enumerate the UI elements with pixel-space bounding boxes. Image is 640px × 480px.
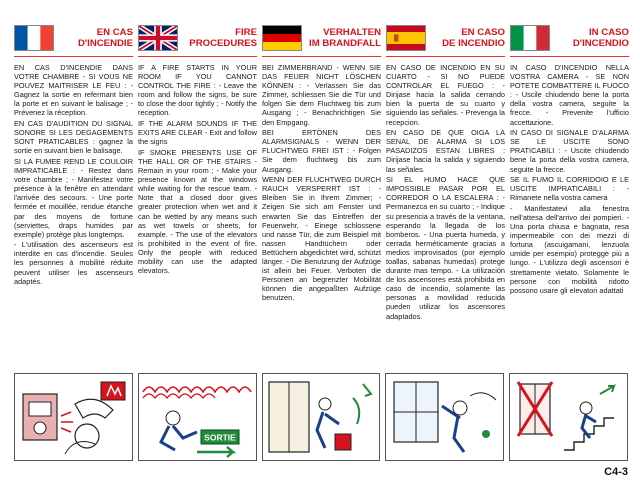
column-title — [54, 27, 133, 49]
flag-italy-icon — [510, 25, 550, 51]
instruction-paragraph: SI LA FUMEE REND LE COULOIR IMPRATICABLE : - Restez dans votre chambre ; - Manifestez votre présence à la fenêtre en attendant l'arrivée des secours. - Une porte fermée et mouillée, rendue étanche par des moyens de fortune (serviettes, draps humides par exemple) protège plus longtemps. — [14, 156, 133, 239]
column-title-line-2: D'INCENDIO — [572, 38, 629, 49]
column-body — [386, 63, 505, 321]
instruction-paragraph: - L'utilisation des ascenseurs est interdite en cas d'incendie. Seules les personnes à mobilité réduite peuvent utiliser les ascenseurs adaptés. — [14, 240, 133, 286]
column-title — [426, 27, 505, 49]
column-body — [510, 63, 629, 295]
column-title — [550, 27, 629, 49]
flag-france-icon — [14, 25, 54, 51]
column-title — [178, 27, 257, 49]
instruction-paragraph: WENN DER FLUCHTWEG DURCH RAUCH VERSPERRT IST : - Bleiben Sie in Ihrem Zimmer; - Zeigen Sie sich am Fenster und erwarten Sie das Eintreffen der Feuerwehr, - Einege schlossene und nasse Tür, die zum Beispiel mit nassen Handtüchern oder Bettüchern abgedichtet wird, schützt länger. - Die Benutzung der Aufzüge ist allein bei Feuer. Verboten die Personen an begrenzter Mobilität können die angepaßten Aufzüge benutzen. — [262, 175, 381, 303]
column-body — [262, 63, 381, 302]
language-columns — [14, 20, 628, 365]
no-elevator-illustration — [510, 374, 627, 460]
instruction-paragraph: SE IL FUMO IL CORRIDOIO E LE USCITE IMPRATICABILI : - Rimanete nella vostra camera — [510, 175, 629, 203]
column-title-line-1: EN CASO — [461, 27, 505, 38]
sortie-sign-text: SORTIE — [203, 432, 236, 443]
instruction-paragraph: BEI ERTÖNEN DES ALARMSIGNALS - WENN DER FLUCHTWEG FREI IST : - Folgen Sie dem fluchtweg bis zum Ausgang. — [262, 128, 381, 174]
column-title — [302, 27, 381, 49]
column-body — [138, 63, 257, 275]
column-header — [510, 20, 629, 57]
column-english — [138, 20, 257, 365]
column-spanish — [386, 20, 505, 365]
column-body — [14, 63, 133, 286]
exit-smoke-illustration — [139, 374, 256, 460]
column-title-line-2: D'INCENDIE — [77, 38, 133, 49]
wet-towels-illustration — [263, 374, 380, 460]
instruction-paragraph: - Manifestatevi alla fenestra nell'attesa dell'arrivo dei pompieri. - Una porta chiusa e bagnata, resa impermeabile con dei mezzi di fortuna (ascuigamani, lenzuola umide per esempio) protegge più a lungo. - L'utilizzo degli ascensori è strettamente vietato. Solamente le persone con mobilità ridotto possono usare gli elevatori adattati — [510, 203, 629, 295]
instruction-paragraph: BEI ZIMMERBRAND - WENN SIE DAS FEUER NICHT LÖSCHEN KÖNNEN : - Verlassen Sie das Zimmer, schliessen Sie die Tür und folgen Sie dem Fluchtweg bis zum Ausgang ; - Benachrichtigen Sie den Empgang. — [262, 63, 381, 127]
instruction-paragraph: EN CAS D'AUDITION DU SIGNAL SONORE SI LES DEGAGEMENTS SONT PRATICABLES : gagnez la sortie en suivant bien le balisage. — [14, 119, 133, 156]
column-header — [138, 20, 257, 57]
illustration-phone-alarm — [14, 373, 133, 461]
instruction-paragraph: IN CASO DI SIGNALE D'ALARMA SE LE USCITE SONO PRATICABILI : - Uscite chiudendo bene la porta della vostra camera, seguite la frecce. — [510, 128, 629, 174]
column-title-line-1: FIRE — [235, 27, 257, 38]
column-title-line-2: PROCEDURES — [189, 38, 257, 49]
column-title-line-1: IN CASO — [589, 27, 629, 38]
instruction-paragraph: IF THE ALARM SOUNDS IF THE EXITS ARE CLEAR - Exit and follow the signs — [138, 119, 257, 147]
column-title-line-1: VERHALTEN — [323, 27, 381, 38]
phone-alarm-illustration — [15, 374, 132, 460]
column-french — [14, 20, 133, 365]
instruction-paragraph: IF SMOKE PRESENTS USE OF THE HALL OR OF THE STAIRS - Remain in your room ; - Make your presence known at the windows while waiting for the rescue team. - Note that a closed door gives greater protection when wet and it can be wetted by any means such as wet towels or sheets, for example. - The use of the elevators is prohibited in the event of fire. Only the people with reduced mobility can use the adapted elevators. — [138, 147, 257, 276]
illustration-strip — [14, 373, 628, 463]
instruction-paragraph: EN CASO DE INCENDIO EN SU CUARTO - SI NO PUEDE CONTROLAR EL FUEGO : - Dirijase hacia la salida cerrando bien la puerta de su cuarto y siguiendo las señales. - Prevenga la recepcion. — [386, 63, 505, 127]
column-german — [262, 20, 381, 365]
column-header — [262, 20, 381, 57]
flag-germany-icon — [262, 25, 302, 51]
instruction-paragraph: IF A FIRE STARTS IN YOUR ROOM IF YOU CANNOT CONTROL THE FIRE : - Leave the room and follow the signs, be sure to close the door tightly ; - Notify the reception. — [138, 63, 257, 118]
illustration-wet-towels — [262, 373, 381, 461]
column-title-line-1: EN CAS — [96, 27, 133, 38]
column-title-line-2: DE INCENDIO — [442, 38, 505, 49]
column-header — [386, 20, 505, 57]
instruction-paragraph: IN CASO D'INCENDIO NELLA VOSTRA CAMERA - SE NON POTETE COMBATTERE IL FUOCO : - Uscile chiudendo bene la porta della vostra camera, seguite la frecce. - Prevenite l'ufficio accettazione. — [510, 63, 629, 127]
instruction-paragraph: EN CASO DE QUE OIGA LA SENAL DE ALARMA SI LOS PASADIZOS ESTAN LIBRES : Dirijase hacia la salida y siguiendo las señales. — [386, 128, 505, 174]
column-header — [14, 20, 133, 57]
column-italian — [510, 20, 629, 365]
flag-spain-icon — [386, 25, 426, 51]
illustration-window-wait — [385, 373, 504, 461]
illustration-no-elevator — [509, 373, 628, 461]
flag-uk-icon — [138, 25, 178, 51]
document-code: C4-3 — [604, 466, 628, 478]
illustration-exit-smoke — [138, 373, 257, 461]
column-title-line-2: IM BRANDFALL — [309, 38, 381, 49]
instruction-paragraph: SI EL HUMO HACE QUE IMPOSSIBLE PASAR POR EL CORREDOR O LA ESCALERA : - Permanezca en su cuarto ; - Indique su presencia a través de la ventana, esperando la llegada de los bomberos. - Una puerta humeda, y cerrada herméticamente gracias a medios improvisados (por ejemplo toallas, sabanas humedas) protege durante mas tempo. - La utilización de los ascensores está prohibida en caso de incendio, solamente las personas a movilidad reducida pueden utilizar los ascensores adaptados. — [386, 175, 505, 321]
window-wait-illustration — [386, 374, 503, 460]
instruction-paragraph: EN CAS D'INCENDIE DANS VOTRE CHAMBRE - SI VOUS NE POUVEZ MAITRISER LE FEU : - Gagnez la sortie en refermant bien la porte et en suivant le balisage ; - Prévenez la réception. — [14, 63, 133, 118]
